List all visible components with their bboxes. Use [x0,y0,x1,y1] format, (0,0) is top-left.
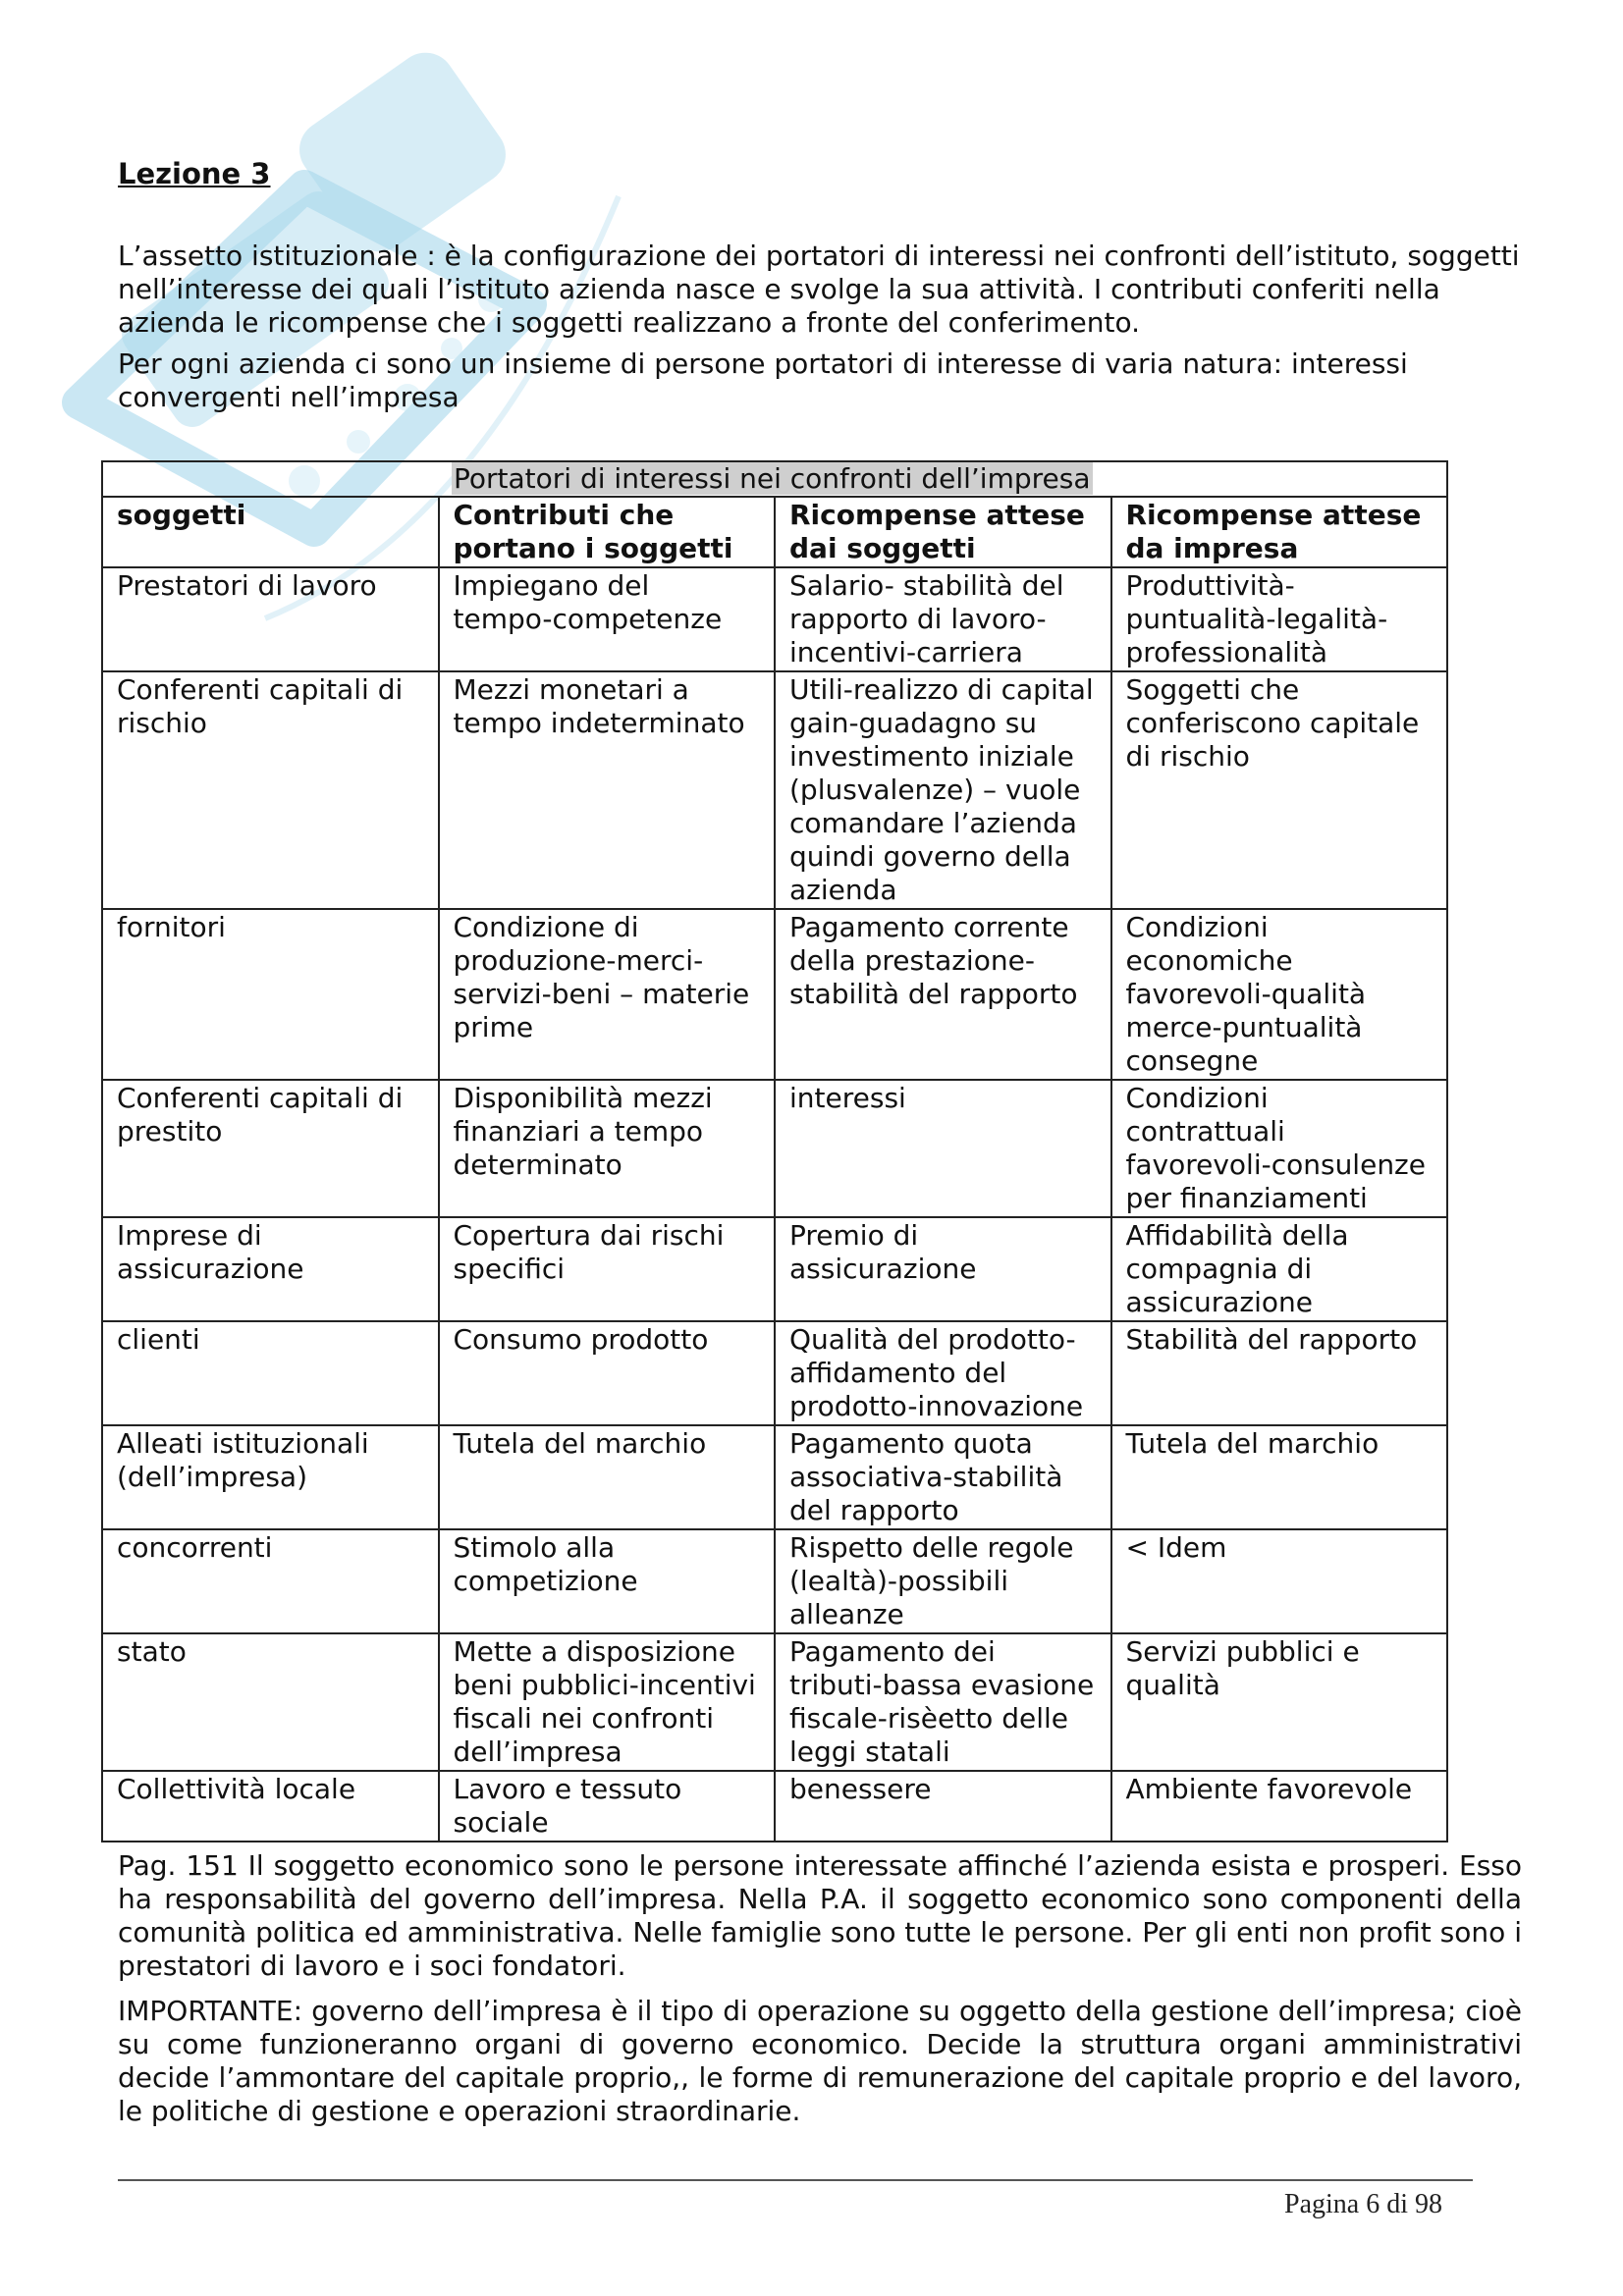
table-cell: Affidabilità della compagnia di assicurazione [1111,1217,1448,1321]
table-row [102,1633,1447,1771]
table-cell: Condizioni economiche favorevoli-qualità merce-puntualità consegne [1111,909,1448,1080]
table-cell: Pagamento corrente della prestazione- stabilità del rapporto [775,909,1111,1080]
table-cell: Disponibilità mezzi finanziari a tempo determinato [439,1080,776,1217]
table-caption-row [102,461,1447,497]
table-cell: Stimolo alla competizione [439,1529,776,1633]
table-cell: Premio di assicurazione [775,1217,1111,1321]
table-row [102,1425,1447,1529]
table-row [102,1080,1447,1217]
table-cell: Conferenti capitali di prestito [102,1080,439,1217]
table-cell: Salario- stabilità del rapporto di lavoro- incentivi-carriera [775,567,1111,671]
table-cell: Pagamento quota associativa-stabilità del rapporto [775,1425,1111,1529]
table-cell: Qualità del prodotto- affidamento del prodotto-innovazione [775,1321,1111,1425]
table-cell: Mette a disposizione beni pubblici-incentivi fiscali nei confronti dell’impresa [439,1633,776,1771]
table-cell: clienti [102,1321,439,1425]
table-cell: Pagamento dei tributi-bassa evasione fiscale-risèetto delle leggi statali [775,1633,1111,1771]
table-cell: fornitori [102,909,439,1080]
table-row [102,909,1447,1080]
table-row [102,567,1447,671]
importante-paragraph: IMPORTANTE: governo dell’impresa è il tipo di operazione su oggetto della gestione dell’impresa; cioè su come funzioneranno organi di governo economico. Decide la struttura organi amministrativi decide l’ammontare del capitale proprio,, le forme di remunerazione del capitale proprio e del lavoro, le politiche di gestione e operazioni straordinarie. [118,1995,1522,2127]
table-cell: stato [102,1633,439,1771]
table-cell: concorrenti [102,1529,439,1633]
table-row [102,1217,1447,1321]
stakeholders-table [101,460,1448,1842]
table-cell: Utili-realizzo di capital gain-guadagno su investimento iniziale (plusvalenze) – vuole comandare l’azienda quindi governo della azienda [775,671,1111,909]
page-number: Pagina 6 di 98 [1284,2189,1442,2219]
header-ricompense-impresa: Ricompense attese da impresa [1111,497,1448,567]
table-cell: Impiegano del tempo-competenze [439,567,776,671]
header-contributi: Contributi che portano i soggetti [439,497,776,567]
table-cell: Servizi pubblici e qualità [1111,1633,1448,1771]
table-row [102,671,1447,909]
table-cell: Prestatori di lavoro [102,567,439,671]
table-cell: Tutela del marchio [439,1425,776,1529]
header-soggetti: soggetti [102,497,439,567]
pag151-paragraph: Pag. 151 Il soggetto economico sono le persone interessate affinché l’azienda esista e prosperi. Esso ha responsabilità del governo dell’impresa. Nella P.A. il soggetto economico sono componenti della comunità politica ed amministrativa. Nelle famiglie sono tutte le persone. Per gli enti non profit sono i prestatori di lavoro e i soci fondatori. [118,1849,1522,1982]
table-cell: Ambiente favorevole [1111,1771,1448,1842]
footer-rule [118,2179,1473,2181]
table-cell: < Idem [1111,1529,1448,1633]
table-header-row [102,497,1447,567]
table-cell: Collettività locale [102,1771,439,1842]
table-cell: Copertura dai rischi specifici [439,1217,776,1321]
table-cell: Alleati istituzionali (dell’impresa) [102,1425,439,1529]
table-cell: Mezzi monetari a tempo indeterminato [439,671,776,909]
table-cell: Condizione di produzione-merci- servizi-beni – materie prime [439,909,776,1080]
intro-paragraph: L’assetto istituzionale : è la configurazione dei portatori di interessi nei confronti dell’istituto, soggetti nell’interesse dei quali l’istituto azienda nasce e svolge la sua attività. I contributi conferiti nella azienda le ricompense che i soggetti realizzano a fronte del conferimento. [118,240,1520,339]
table-cell: Conferenti capitali di rischio [102,671,439,909]
second-paragraph: Per ogni azienda ci sono un insieme di persone portatori di interesse di varia natura: interessi convergenti nell’impresa [118,347,1408,413]
lesson-title: Lezione 3 [118,157,271,190]
table-row [102,1321,1447,1425]
table-row [102,1771,1447,1842]
table-cell: Consumo prodotto [439,1321,776,1425]
table-cell: interessi [775,1080,1111,1217]
table-cell: Stabilità del rapporto [1111,1321,1448,1425]
table-cell: benessere [775,1771,1111,1842]
table-cell: Soggetti che conferiscono capitale di rischio [1111,671,1448,909]
table-cell: Tutela del marchio [1111,1425,1448,1529]
table-cell: Imprese di assicurazione [102,1217,439,1321]
header-ricompense-soggetti: Ricompense attese dai soggetti [775,497,1111,567]
table-cell: Condizioni contrattuali favorevoli-consulenze per finanziamenti [1111,1080,1448,1217]
table-cell: Rispetto delle regole (lealtà)-possibili alleanze [775,1529,1111,1633]
table-cell: Produttività- puntualità-legalità- professionalità [1111,567,1448,671]
table-caption: Portatori di interessi nei confronti dell’impresa [454,462,1091,495]
table-cell: Lavoro e tessuto sociale [439,1771,776,1842]
table-row [102,1529,1447,1633]
